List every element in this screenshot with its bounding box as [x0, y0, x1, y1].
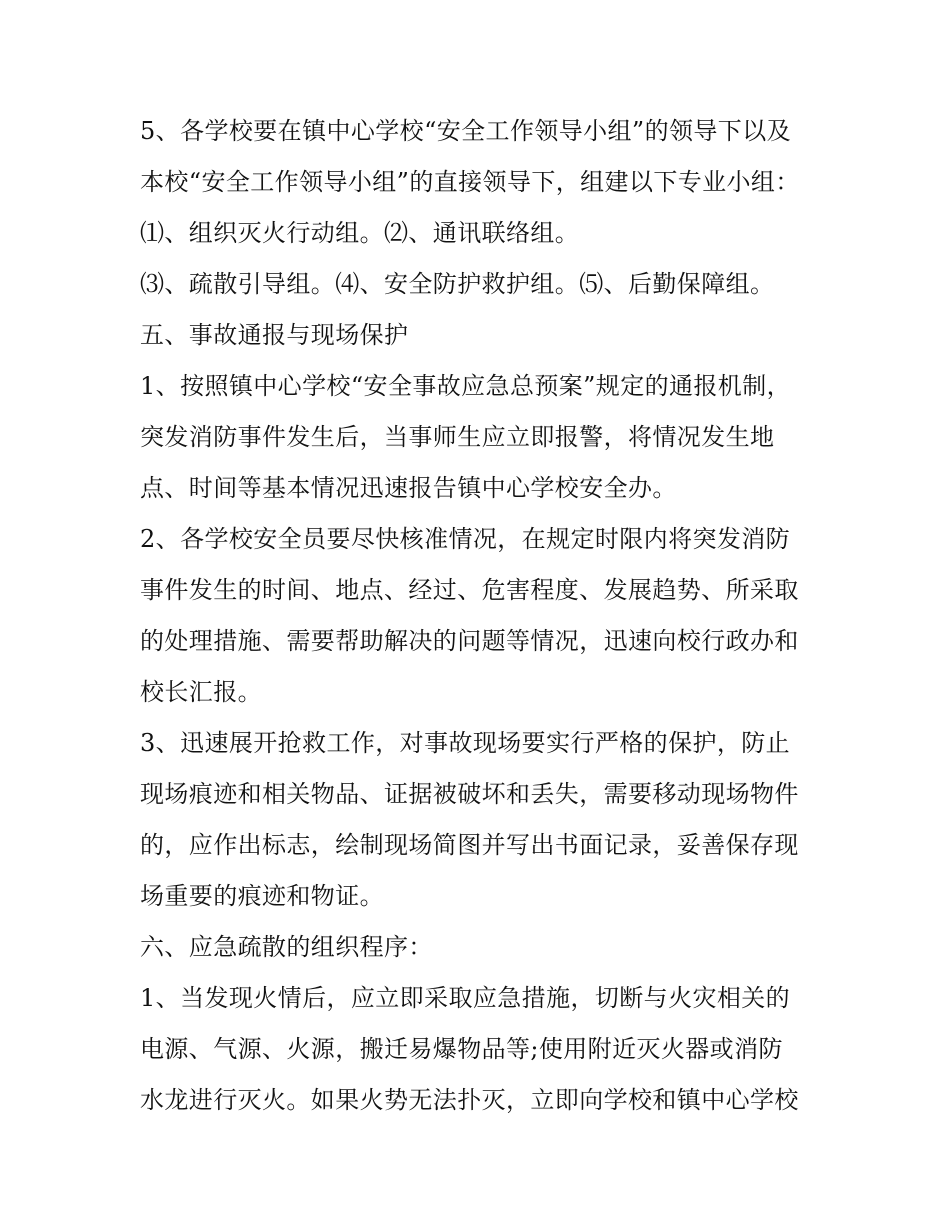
text-line: 水龙进行灭火。如果火势无法扑灭，立即向学校和镇中心学校	[140, 1086, 799, 1114]
text-line: 点、时间等基本情况迅速报告镇中心学校安全办。	[140, 474, 677, 502]
text-line: 电源、气源、火源，搬迁易爆物品等;使用附近灭火器或消防	[140, 1035, 783, 1063]
text-line: 现场痕迹和相关物品、证据被破坏和丢失，需要移动现场物件	[140, 780, 799, 808]
text-line: 3、迅速展开抢救工作，对事故现场要实行严格的保护，防止	[140, 729, 791, 757]
text-line: 1、当发现火情后，应立即采取应急措施，切断与火灾相关的	[140, 984, 791, 1012]
text-line: 5、各学校要在镇中心学校“安全工作领导小组”的领导下以及	[140, 117, 792, 145]
text-line: 场重要的痕迹和物证。	[140, 882, 384, 910]
text-line: 校长汇报。	[140, 678, 262, 706]
section-heading: 五、事故通报与现场保护	[140, 321, 409, 349]
text-line: 事件发生的时间、地点、经过、危害程度、发展趋势、所采取	[140, 576, 799, 604]
document-body	[140, 106, 830, 1126]
text-line: 的，应作出标志，绘制现场简图并写出书面记录，妥善保存现	[140, 831, 799, 859]
section-heading: 六、应急疏散的组织程序：	[140, 933, 433, 961]
text-line: ⑴、组织灭火行动组。⑵、通讯联络组。	[140, 219, 580, 247]
text-line: 突发消防事件发生后，当事师生应立即报警，将情况发生地	[140, 423, 775, 451]
text-line: 2、各学校安全员要尽快核准情况，在规定时限内将突发消防	[140, 525, 791, 553]
text-line: 1、按照镇中心学校“安全事故应急总预案”规定的通报机制，	[140, 372, 792, 400]
text-line: ⑶、疏散引导组。⑷、安全防护救护组。⑸、后勤保障组。	[140, 270, 775, 298]
text-line: 的处理措施、需要帮助解决的问题等情况，迅速向校行政办和	[140, 627, 799, 655]
text-line: 本校“安全工作领导小组”的直接领导下，组建以下专业小组：	[140, 168, 800, 196]
